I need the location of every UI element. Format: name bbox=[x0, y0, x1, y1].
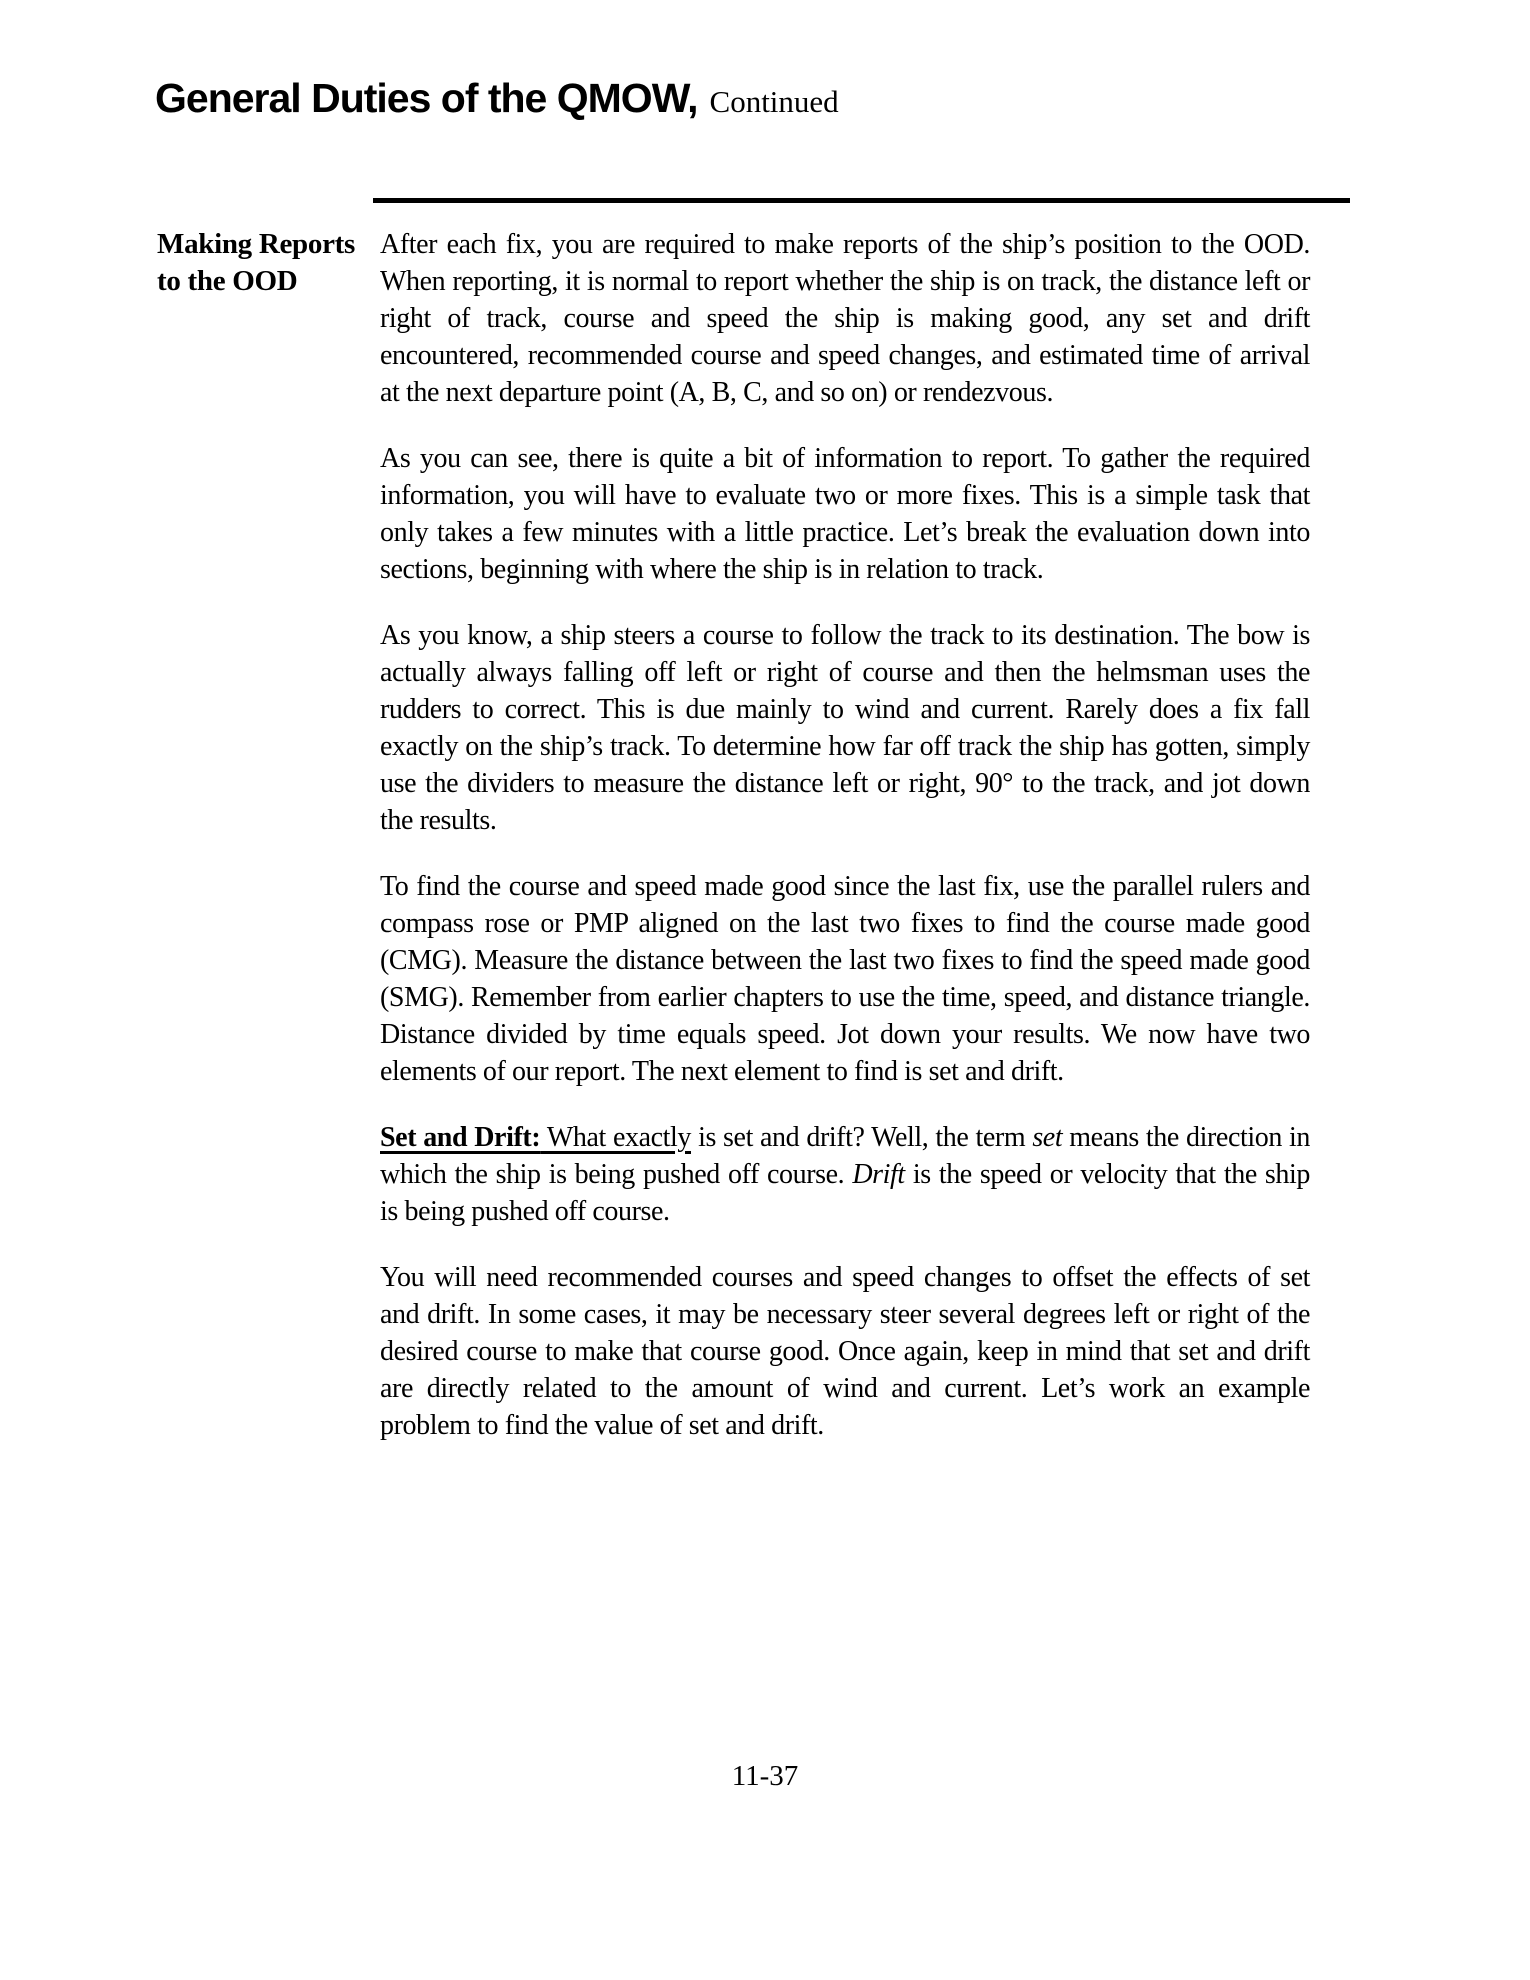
page-number: 11-37 bbox=[731, 1760, 799, 1792]
set-and-drift-underline-text: What exactly bbox=[540, 1122, 691, 1153]
paragraph-recommended-courses: You will need recommended courses and speed changes to offset the effects of set and drift. In some cases, it may be necessary steer several degrees left or right of the desired course to make that course good. Once again, keep in mind that set and drift are directly related to the amount of wind and current. Let’s work an example problem to find the value of set and drift. bbox=[380, 1262, 1310, 1441]
set-and-drift-underlined-lead bbox=[380, 1122, 691, 1153]
paragraph-evaluate-fixes: As you can see, there is quite a bit of information to report. To gather the required information, you will have to evaluate two or more fixes. This is a simple task that only takes a few minutes with a little practice. Let’s break the evaluation down into sections, beginning with where the ship is in relation to track. bbox=[380, 443, 1310, 585]
set-and-drift-text-1: is set and drift? Well, the term bbox=[691, 1122, 1033, 1153]
margin-heading bbox=[157, 226, 377, 300]
term-set-italic: set bbox=[1032, 1122, 1063, 1153]
section-divider-rule bbox=[373, 198, 1350, 203]
page-title bbox=[155, 75, 839, 121]
paragraph-cmg-smg: To find the course and speed made good since the last fix, use the parallel rulers and compass rose or PMP aligned on the last two fixes to find the course made good (CMG). Measure the distance between the last two fixes to find the speed made good (SMG). Remember from earlier chapters to use the time, speed, and distance triangle. Distance divided by time equals speed. Jot down your results. We now have two elements of our report. The next element to find is set and drift. bbox=[380, 871, 1310, 1087]
paragraph-set-and-drift bbox=[380, 1119, 1310, 1230]
term-drift-italic: Drift bbox=[852, 1159, 905, 1190]
body-column bbox=[380, 226, 1310, 1473]
set-and-drift-heading: Set and Drift: bbox=[380, 1122, 541, 1153]
margin-heading-line1: Making Reports bbox=[157, 228, 355, 260]
set-and-drift-text-3: is the speed or velocity that the ship is being pushed off course. bbox=[380, 1159, 1310, 1227]
margin-heading-line2: to the OOD bbox=[157, 265, 298, 297]
set-and-drift-text-2: means the direction in which the ship is being pushed off course. bbox=[380, 1122, 1310, 1190]
page-title-main: General Duties of the QMOW, bbox=[155, 75, 698, 121]
paragraph-reports: After each fix, you are required to make reports of the ship’s position to the OOD. When reporting, it is normal to report whether the ship is on track, the distance left or right of track, course and speed the ship is making good, any set and drift encountered, recommended course and speed changes, and estimated time of arrival at the next departure point (A, B, C, and so on) or rendezvous. bbox=[380, 229, 1310, 408]
page-title-continued: Continued bbox=[709, 84, 839, 119]
paragraph-ship-track: As you know, a ship steers a course to follow the track to its destination. The bow is actually always falling off left or right of course and then the helmsman uses the rudders to correct. This is due mainly to wind and current. Rarely does a fix fall exactly on the ship’s track. To determine how far off track the ship has gotten, simply use the dividers to measure the distance left or right, 90° to the track, and jot down the results. bbox=[380, 620, 1310, 836]
